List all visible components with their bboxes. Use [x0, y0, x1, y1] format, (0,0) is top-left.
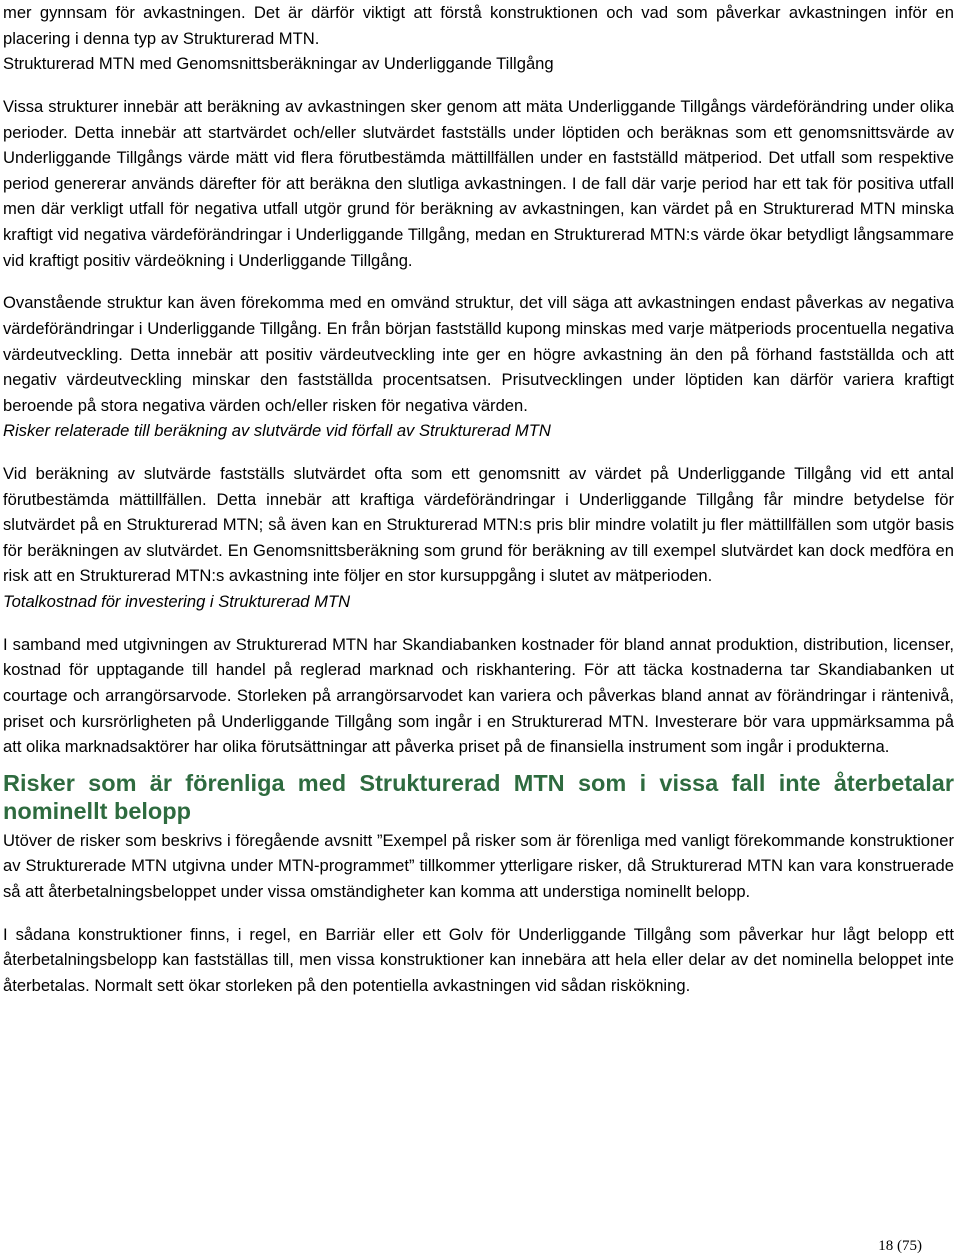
paragraph-intro-continued: mer gynnsam för avkastningen. Det är därför viktigt att förstå konstruktionen och vad som påverkar avkastningen inför en placering i denna typ av Strukturerad MTN. — [3, 3, 954, 48]
paragraph-barrier-floor: I sådana konstruktioner finns, i regel, en Barriär eller ett Golv för Underliggande Tillgång som påverkar hur lågt belopp ett återbetalningsbelopp kan fastställas till, men vissa konstruktioner kan innebära att hela eller delar av det nominella beloppet inte återbetalas. Normalt sett ökar storleken på den potentiella avkastningen vid sådan riskökning. — [3, 924, 954, 995]
document-page — [3, 0, 954, 999]
paragraph-total-cost: I samband med utgivningen av Strukturerad MTN har Skandiabanken kostnader för bland annat produktion, distribution, licenser, kostnad för upptagande till handel på reglerad marknad och riskhantering. För att täcka kostnaderna tar Skandiabanken ut courtage och arrangörsarvode. Storleken på arrangörsarvodet kan variera och påverkas bland annat av förändringar i räntenivå, priset och kursrörligheten på Underliggande Tillgång som ingår i en Strukturerad MTN. Investerare bör vara uppmärksamma på att olika marknadsaktörer har olika förutsättningar att påverka priset på de finansiella instrument som ingår i produkterna. — [3, 634, 954, 757]
paragraph-additional-risks: Utöver de risker som beskrivs i föregående avsnitt ”Exempel på risker som är förenliga med vanligt förekommande konstruktioner av Strukturerade MTN utgivna under MTN-programmet” tillkommer ytterligare risker, då Strukturerad MTN kan vara konstruerade så att återbetalningsbeloppet under vissa omständigheter kan komma att understiga nominellt belopp. — [3, 830, 954, 901]
paragraph-final-value: Vid beräkning av slutvärde fastställs slutvärdet ofta som ett genomsnitt av värdet på Underliggande Tillgång vid ett antal förutbestämda mättillfällen. Detta innebär att kraftiga värdeförändringar i Underliggande Tillgång får mindre betydelse för slutvärdet på en Strukturerad MTN; så även kan en Strukturerad MTN:s pris blir mindre volatilt ju fler mättillfällen som utgör basis för beräkningen av slutvärdet. En Genomsnittsberäkning som grund för beräkning av till exempel slutvärdet kan dock medföra en risk att en Strukturerad MTN:s avkastning inte följer en stor kursuppgång i slutet av mätperioden. — [3, 464, 954, 586]
paragraph-averaging-structures: Vissa strukturer innebär att beräkning av avkastningen sker genom att mäta Underliggande Tillgångs värdeförändring under olika perioder. Detta innebär att startvärdet och/eller slutvärdet fastställs under löptiden och beräknas som ett genomsnittsvärde av Underliggande Tillgångs värde mätt vid flera förutbestämda mättillfällen under en fastställd mätperiod. Det utfall som respektive period genererar används därefter för att beräkna den slutliga avkastningen. I de fall där varje period har ett tak för positiva utfall men där verkligt utfall för negativa utfall utgör grund för beräkning av avkastningen, kan värdet på en Strukturerad MTN minska kraftigt vid negativa värdeförändringar i Underliggande Tillgång, medan en Strukturerad MTN:s värde ökar betydligt långsammare vid kraftigt positiv värdeökning i Underliggande Tillgång. — [3, 96, 954, 270]
section-heading-nominal-risk: Risker som är förenliga med Strukturerad MTN som i vissa fall inte återbetalar nominellt belopp — [3, 769, 954, 825]
subheading-total-cost: Totalkostnad för investering i Strukturerad MTN — [3, 592, 351, 612]
page-number: 18 (75) — [878, 1238, 922, 1254]
paragraph-reverse-structure: Ovanstående struktur kan även förekomma med en omvänd struktur, det vill säga att avkastningen endast påverkas av negativa värdeförändringar i Underliggande Tillgång. En från början fastställd kupong minskas med varje mätperiods procentuella negativa värdeutveckling. Detta innebär att positiv värdeutveckling inte ger en högre avkastning än den på förhand fastställda och att negativ värdeutveckling minskar den fastställda procentsatsen. Prisutvecklingen under löptiden kan därför variera kraftigt beroende på stora negativa värden och/eller risken för negativa värden. — [3, 293, 954, 415]
subheading-final-value-risk: Risker relaterade till beräkning av slutvärde vid förfall av Strukturerad MTN — [3, 421, 551, 441]
subheading-averaging: Strukturerad MTN med Genomsnittsberäkningar av Underliggande Tillgång — [3, 54, 554, 74]
